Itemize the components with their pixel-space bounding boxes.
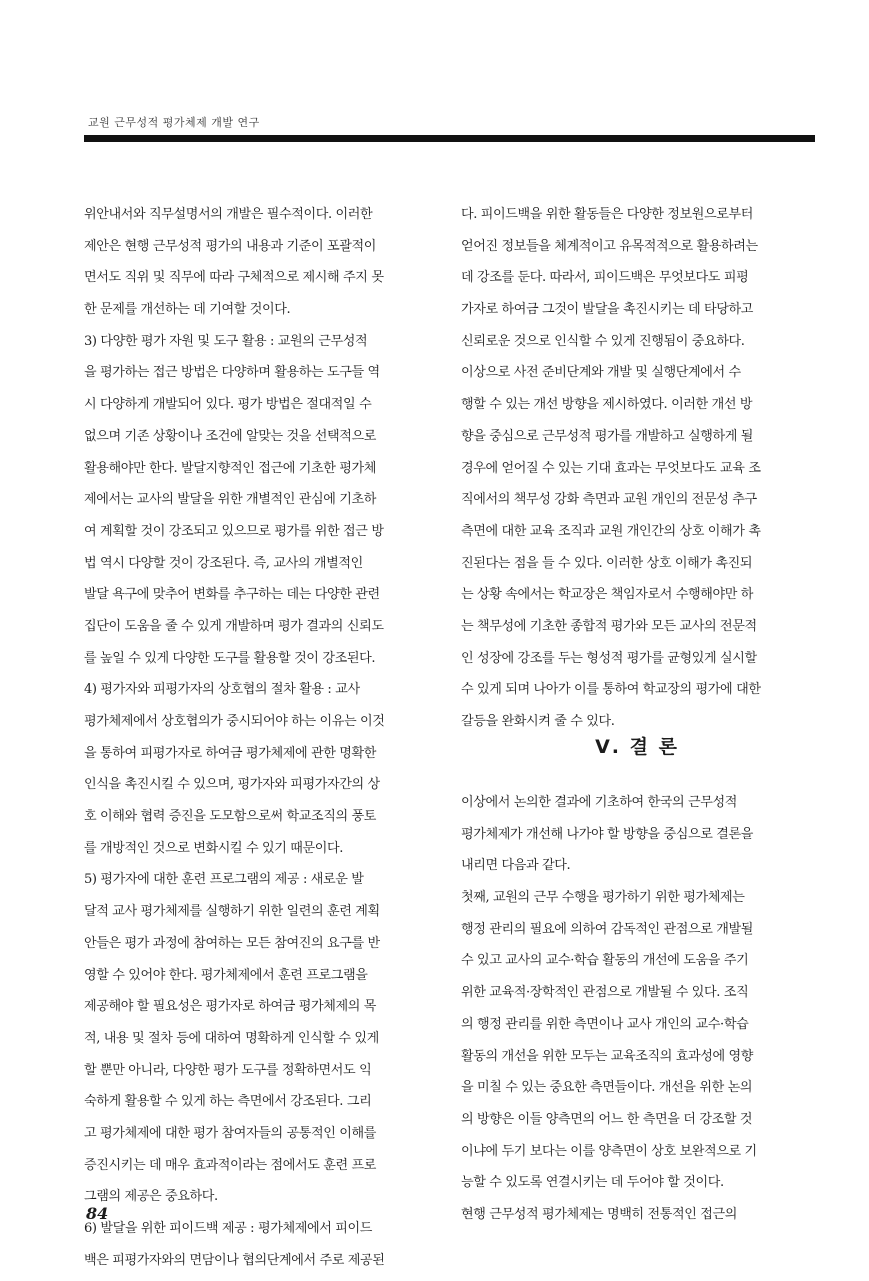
text-line: 의 방향은 이들 양측면의 어느 한 측면을 더 강조할 것: [461, 1111, 753, 1127]
text-line: 직에서의 책무성 강화 측면과 교원 개인의 전문성 추구: [461, 492, 757, 508]
text-line: 경우에 얻어질 수 있는 기대 효과는 무엇보다도 교육 조: [461, 460, 761, 476]
text-line: 적, 내용 및 절차 등에 대하여 명확하게 인식할 수 있게: [84, 1030, 379, 1046]
text-line: 내리면 다음과 같다.: [461, 858, 571, 874]
text-line: 의 행정 관리를 위한 측면이나 교사 개인의 교수·학습: [461, 1016, 749, 1032]
text-line: 이냐에 두기 보다는 이를 양측면이 상호 보완적으로 기: [461, 1143, 757, 1159]
text-line: 3) 다양한 평가 자원 및 도구 활용 : 교원의 근무성적: [84, 333, 368, 349]
left-column: [84, 204, 436, 1281]
text-line: 다. 피이드백을 위한 활동들은 다양한 정보원으로부터: [461, 207, 754, 222]
text-line: 없으며 기존 상황이나 조건에 알맞는 것을 선택적으로: [84, 428, 377, 444]
right-column-top: [461, 204, 813, 743]
text-line: 수 있고 교사의 교수·학습 활동의 개선에 도움을 주기: [461, 953, 749, 969]
text-line: 제공해야 할 필요성은 평가자로 하여금 평가체제의 목: [84, 999, 377, 1015]
text-line: 영할 수 있어야 한다. 평가체제에서 훈련 프로그램을: [84, 967, 368, 983]
text-line: 신뢰로운 것으로 인식할 수 있게 진행됨이 중요하다.: [461, 333, 745, 349]
text-line: 집단이 도움을 줄 수 있게 개발하며 평가 결과의 신뢰도: [84, 618, 384, 634]
text-line: 향을 중심으로 근무성적 평가를 개발하고 실행하게 될: [461, 428, 754, 444]
text-line: 측면에 대한 교육 조직과 교원 개인간의 상호 이해가 촉: [461, 523, 761, 539]
text-line: 위안내서와 직무설명서의 개발은 필수적이다. 이러한: [84, 207, 373, 222]
text-line: 을 통하여 피평가자로 하여금 평가체제에 관한 명확한: [84, 745, 377, 761]
text-line: 제에서는 교사의 발달을 위한 개별적인 관심에 기초하: [84, 492, 377, 508]
text-line: 면서도 직위 및 직무에 따라 구체적으로 제시해 주지 못: [84, 270, 384, 286]
text-line: 를 개방적인 것으로 변화시킬 수 있기 때문이다.: [84, 840, 344, 856]
text-line: 는 상황 속에서는 학교장은 책임자로서 수행해야만 하: [461, 587, 754, 603]
text-line: 을 미칠 수 있는 중요한 측면들이다. 개선을 위한 논의: [461, 1080, 753, 1096]
text-line: 4) 평가자와 피평가자의 상호협의 절차 활용 : 교사: [84, 682, 360, 698]
text-line: 능할 수 있도록 연결시키는 데 두어야 할 것이다.: [461, 1175, 724, 1191]
text-line: 평가체제가 개선해 나가야 할 방향을 중심으로 결론을: [461, 826, 754, 842]
text-line: 법 역시 다양할 것이 강조된다. 즉, 교사의 개별적인: [84, 555, 363, 571]
text-line: 첫째, 교원의 근무 수행을 평가하기 위한 평가체제는: [461, 890, 745, 906]
text-line: 백은 피평가자와의 면담이나 협의단계에서 주로 제공된: [84, 1252, 385, 1268]
text-line: 호 이해와 협력 증진을 도모함으로써 학교조직의 풍토: [84, 809, 377, 825]
text-line: 시 다양하게 개발되어 있다. 평가 방법은 절대적일 수: [84, 397, 372, 413]
text-line: 한 문제를 개선하는 데 기여할 것이다.: [84, 302, 291, 318]
text-line: 얻어진 정보들을 체계적이고 유목적적으로 활용하려는: [461, 238, 758, 254]
text-line: 숙하게 활용할 수 있게 하는 측면에서 강조된다. 그리: [84, 1094, 372, 1110]
text-line: 달적 교사 평가체제를 실행하기 위한 일련의 훈련 계획: [84, 904, 380, 920]
running-header: 교원 근무성적 평가체제 개발 연구: [88, 116, 260, 129]
text-line: 이상에서 논의한 결과에 기초하여 한국의 근무성적: [461, 795, 738, 810]
text-line: 활용해야만 한다. 발달지향적인 접근에 기초한 평가체: [84, 460, 377, 476]
text-line: 위한 교육적·장학적인 관점으로 개발될 수 있다. 조직: [461, 985, 749, 1001]
text-line: 인 성장에 강조를 두는 형성적 평가를 균형있게 실시할: [461, 650, 757, 666]
text-line: 수 있게 되며 나아가 이를 통하여 학교장의 평가에 대한: [461, 682, 761, 698]
text-line: 행정 관리의 필요에 의하여 감독적인 관점으로 개발될: [461, 921, 754, 937]
section-heading-conclusion: Ⅴ. 결 론: [595, 736, 679, 758]
text-line: 그램의 제공은 중요하다.: [84, 1189, 218, 1205]
text-line: 을 평가하는 접근 방법은 다양하며 활용하는 도구들 역: [84, 365, 380, 381]
text-line: 고 평가체제에 대한 평가 참여자들의 공통적인 이해를: [84, 1125, 377, 1141]
text-line: 발달 욕구에 맞추어 변화를 추구하는 데는 다양한 관련: [84, 587, 380, 603]
text-line: 할 뿐만 아니라, 다양한 평가 도구를 정확하면서도 익: [84, 1062, 372, 1078]
text-line: 가자로 하여금 그것이 발달을 촉진시키는 데 타당하고: [461, 302, 754, 318]
text-line: 여 계획할 것이 강조되고 있으므로 평가를 위한 접근 방: [84, 523, 384, 539]
text-line: 활동의 개선을 위한 모두는 교육조직의 효과성에 영향: [461, 1048, 754, 1064]
text-line: 진된다는 점을 들 수 있다. 이러한 상호 이해가 촉진되: [461, 555, 753, 571]
text-line: 증진시키는 데 매우 효과적이라는 점에서도 훈련 프로: [84, 1157, 377, 1173]
text-line: 를 높일 수 있게 다양한 도구를 활용할 것이 강조된다.: [84, 650, 376, 666]
text-line: 5) 평가자에 대한 훈련 프로그램의 제공 : 새로운 발: [84, 872, 364, 888]
text-line: 제안은 현행 근무성적 평가의 내용과 기준이 포괄적이: [84, 238, 377, 254]
text-line: 안들은 평가 과정에 참여하는 모든 참여진의 요구를 반: [84, 935, 380, 951]
right-column-bottom: [461, 792, 813, 1236]
text-line: 데 강조를 둔다. 따라서, 피이드백은 무엇보다도 피평: [461, 270, 749, 286]
text-line: 인식을 촉진시킬 수 있으며, 평가자와 피평가자간의 상: [84, 777, 380, 793]
text-line: 갈등을 완화시켜 줄 수 있다.: [461, 714, 615, 729]
text-line: 평가체제에서 상호협의가 중시되어야 하는 이유는 이것: [84, 714, 385, 729]
text-line: 6) 발달을 위한 피이드백 제공 : 평가체제에서 피이드: [84, 1221, 372, 1236]
text-line: 행할 수 있는 개선 방향을 제시하였다. 이러한 개선 방: [461, 397, 753, 413]
text-line: 는 책무성에 기초한 종합적 평가와 모든 교사의 전문적: [461, 618, 757, 634]
text-line: 이상으로 사전 준비단계와 개발 및 실행단계에서 수: [461, 365, 741, 381]
header-rule: [84, 135, 815, 142]
page-number: 84: [86, 1204, 109, 1223]
text-line: 현행 근무성적 평가체제는 명백히 전통적인 접근의: [461, 1206, 738, 1222]
